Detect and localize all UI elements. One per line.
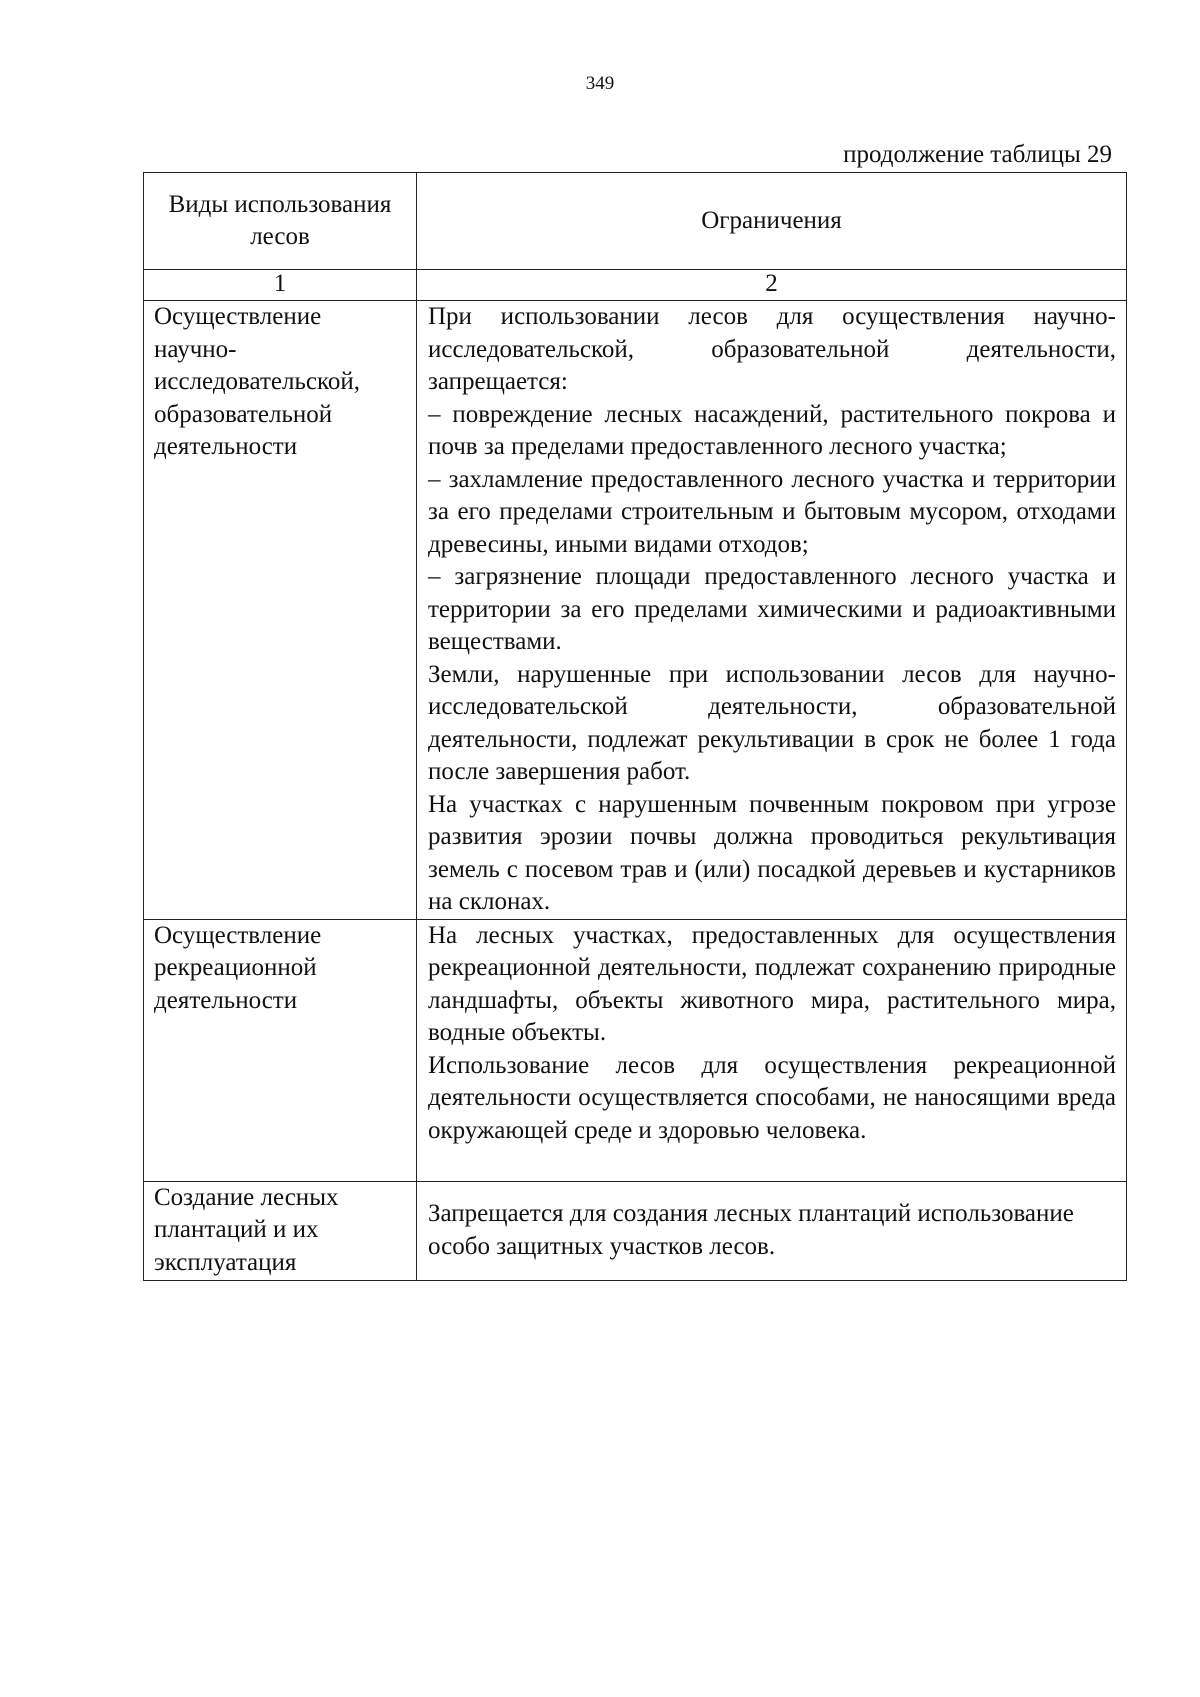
forest-use-type-cell: Осуществление научно-исследовательской, образовательной деятельности	[144, 301, 417, 920]
restrictions-cell	[417, 919, 1127, 1181]
restriction-paragraph: – повреждение лесных насаждений, растительного покрова и почв за пределами предоставленного лесного участка;	[428, 400, 1116, 460]
restriction-paragraph: При использовании лесов для осуществления научно-исследовательской, образовательной деятельности, запрещается:	[428, 303, 1116, 395]
table-row	[144, 301, 1127, 920]
restrictions-cell	[417, 301, 1127, 920]
forest-use-type-cell: Создание лесных плантаций и их эксплуатация	[144, 1181, 417, 1280]
column-number-1: 1	[144, 270, 417, 301]
table-continuation-label: продолжение таблицы 29	[843, 141, 1112, 168]
table-column-number-row	[144, 270, 1127, 301]
restriction-paragraph: На участках с нарушенным почвенным покровом при угрозе развития эрозии почвы должна проводиться рекультивация земель с посевом трав и (или) посадкой деревьев и кустарников на склонах.	[428, 790, 1116, 915]
restriction-paragraph: Использование лесов для осуществления рекреационной деятельности осуществляется способами, не наносящими вреда окружающей среде и здоровью человека.	[428, 1051, 1116, 1144]
forest-use-type-cell: Осуществление рекреационной деятельности	[144, 919, 417, 1181]
header-restrictions: Ограничения	[417, 173, 1127, 270]
restriction-paragraph: На лесных участках, предоставленных для осуществления рекреационной деятельности, подлежат сохранению природные ландшафты, объекты животного мира, растительного мира, водные объекты.	[428, 921, 1116, 1046]
restrictions-cell	[417, 1181, 1127, 1280]
table-row	[144, 919, 1127, 1181]
table-row	[144, 1181, 1127, 1280]
page-number: 349	[585, 73, 615, 94]
restriction-paragraph: Запрещается для создания лесных плантаций использование особо защитных участков лесов.	[428, 1200, 1074, 1260]
restriction-paragraph: Земли, нарушенные при использовании лесов для научно-исследовательской деятельности, образовательной деятельности, подлежат рекультивации в срок не более 1 года после завершения работ.	[428, 660, 1116, 785]
column-number-2: 2	[417, 270, 1127, 301]
table-header-row	[144, 173, 1127, 270]
restriction-paragraph: – загрязнение площади предоставленного лесного участка и территории за его пределами химическими и радиоактивными веществами.	[428, 563, 1116, 655]
restrictions-table	[143, 172, 1127, 1281]
restriction-paragraph: – захламление предоставленного лесного участка и территории за его пределами строительным и бытовым мусором, отходами древесины, иными видами отходов;	[428, 465, 1116, 558]
header-forest-use-types: Виды использования лесов	[144, 173, 417, 270]
